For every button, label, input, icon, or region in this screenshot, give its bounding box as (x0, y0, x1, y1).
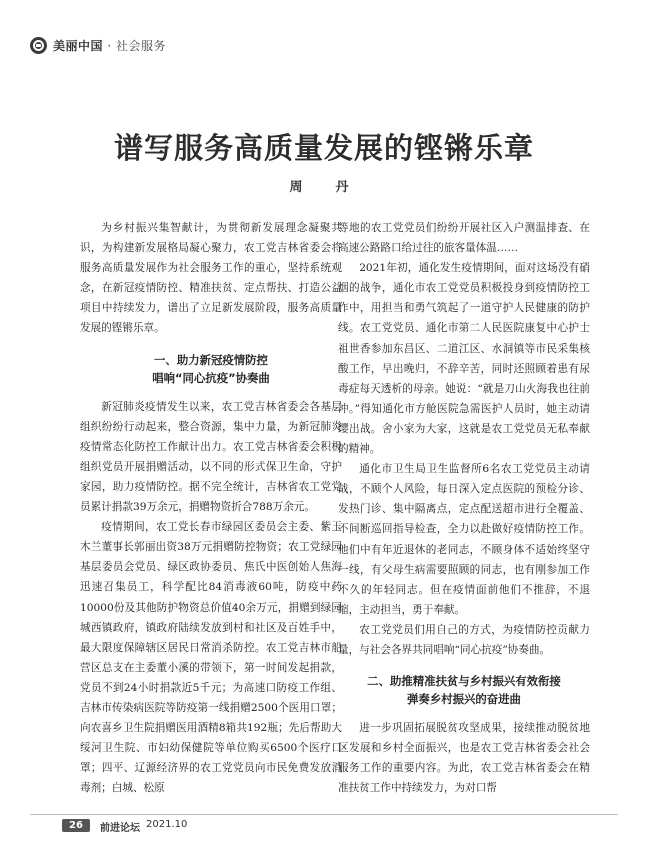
header-separator: · (107, 38, 112, 53)
page-footer (0, 814, 648, 836)
header-text (53, 37, 166, 54)
article-author: 周 丹 (289, 180, 359, 195)
section-1-heading-line2: 唱响“同心抗疫”协奏曲 (152, 370, 270, 385)
section-1-heading (80, 351, 342, 387)
section-1-heading-line1: 一、助力新冠疫情防控 (154, 352, 268, 367)
left-column (80, 218, 342, 798)
paragraph: 疫情期间，农工党长春市绿园区委员会主委、紫玉木兰董事长郭丽出资38万元捐赠防控物资；农工党绿园基层委员会党员、绿区政协委员、焦氏中医创始人焦海迅速召集员工，科学配比84消毒液60吨，防疫中药10000份及其他防护物资总价值40余万元，捐赠到绿园城西镇政府，镇政府陆续发放到村和社区及百姓手中，最大限度保障辖区居民日常消杀防控。农工党吉林市船营区总支在主委董小溪的带领下，第一时间发起捐款，党员不到24小时捐款近5千元；为高速口防疫工作组、吉林市传染病医院等防疫第一线捐赠2500个医用口罩；向农喜乡卫生院捐赠医用酒精8箱共192瓶；先后帮助大绥河卫生院、市妇幼保健院等单位购买6500个医疗口罩；四平、辽源经济界的农工党党员向市民免费发放消毒剂；白城、松原 (80, 521, 342, 795)
issue-number: 2021.10 (146, 819, 188, 830)
paragraph: 新冠肺炎疫情发生以来，农工党吉林省委会各基层组织纷纷行动起来，整合资源，集中力量，为新冠肺炎疫情常态化防控工作献计出力。农工党吉林省委会积极组织党员开展捐赠活动，以不同的形式保卫生命，守护家园，助力疫情防控。据不完全统计，吉林省农工党党员累计捐款39万余元，捐赠物资折合788万余元。 (80, 400, 342, 514)
continued-paragraph: 等地的农工党党员们纷纷开展社区入户测温排查、在高速公路路口给过往的旅客量体温…… (338, 222, 590, 255)
footer-rule (30, 814, 618, 815)
paragraph: 通化市卫生局卫生监督所6名农工党党员主动请战，不顾个人风险，每日深入定点医院的预检分诊、发热门诊、集中隔离点，定点配送超市进行全覆盖、不间断巡回指导检查，全力以赴做好疫情防控工作。他们中有年近退休的老同志，不顾身体不适始终坚守一线，有父母生病需要照顾的同志，也有刚参加工作不久的年轻同志。但在疫情面前他们不推辞，不退缩，主动担当，勇于奉献。 (338, 463, 590, 616)
paragraph: 2021年初，通化发生疫情期间，面对这场没有硝烟的战争，通化市农工党党员积极投身到疫情防控工作中，用担当和勇气筑起了一道守护人民健康的防护线。农工党党员、通化市第二人民医院康复中心护士祖世香参加东昌区、二道江区、水洞镇等市民采集核酸工作，早出晚归，不辞辛苦，同时还照顾着患有尿毒症每天透析的母亲。她说：“就是刀山火海我也往前冲。”得知通化市方舱医院急需医护人员时，她主动请缨出战。舍小家为大家，这就是农工党党员无私奉献的精神。 (338, 262, 590, 456)
page-number: 26 (62, 819, 90, 832)
section-logo-icon (30, 37, 47, 54)
section-2-heading-line2: 弹奏乡村振兴的奋进曲 (407, 692, 521, 707)
journal-name: 前进论坛 (100, 823, 140, 834)
section-2-heading (338, 672, 590, 708)
intro-paragraph: 为乡村振兴集智献计，为贯彻新发展理念凝聚共识，为构建新发展格局凝心聚力，农工党吉林省委会将服务高质量发展作为社会服务工作的重心，坚持系统观念，在新冠疫情防控、精准扶贫、定点帮扶、打造公益项目中持续发力，谱出了立足新发展阶段，服务高质量发展的铿锵乐章。 (80, 222, 342, 335)
header-section: 社会服务 (116, 38, 167, 53)
paragraph: 农工党党员们用自己的方式，为疫情防控贡献力量，与社会各界共同唱响“同心抗疫”协奏曲。 (338, 623, 590, 656)
paragraph: 进一步巩固拓展脱贫攻坚成果，接续推动脱贫地区发展和乡村全面振兴，也是农工党吉林省委会社会服务工作的重要内容。为此，农工党吉林省委会在精准扶贫工作中持续发力，为对口帮 (338, 722, 590, 795)
header-brand: 美丽中国 (53, 38, 104, 53)
article-title: 谱写服务高质量发展的铿锵乐章 (113, 131, 534, 165)
running-header (30, 36, 166, 54)
right-column (338, 218, 590, 798)
section-2-heading-line1: 二、助推精准扶贫与乡村振兴有效衔接 (367, 674, 561, 689)
